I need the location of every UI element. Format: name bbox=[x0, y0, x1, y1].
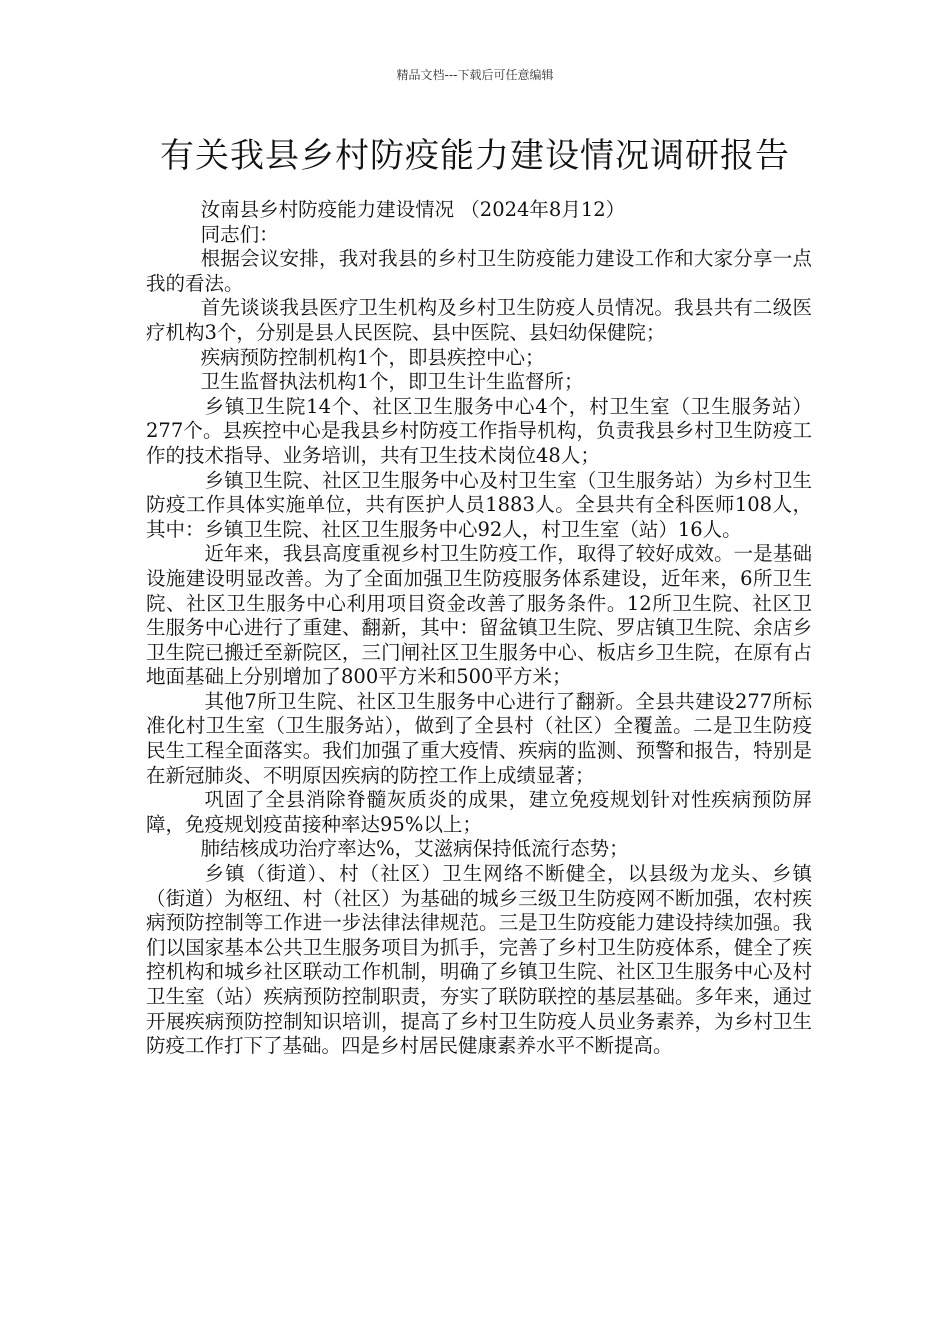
paragraph: 乡镇（街道）、村（社区）卫生网络不断健全，以县级为龙头、乡镇（街道）为枢纽、村（社区）为基础的城乡三级卫生防疫网不断加强，农村疾病预防控制等工作进一步法律法律规范。三是卫生防疫能力建设持续加强。我们以国家基本公共卫生服务项目为抓手，完善了乡村卫生防疫体系，健全了疾控机构和城乡社区联动工作机制，明确了乡镇卫生院、社区卫生服务中心及村卫生室（站）疾病预防控制职责，夯实了联防联控的基层基础。多年来，通过开展疾病预防控制知识培训，提高了乡村卫生防疫人员业务素养，为乡村卫生防疫工作打下了基础。四是乡村居民健康素养水平不断提高。 bbox=[146, 862, 812, 1058]
paragraph: 近年来，我县高度重视乡村卫生防疫工作，取得了较好成效。一是基础设施建设明显改善。为了全面加强卫生防疫服务体系建设，近年来，6所卫生院、社区卫生服务中心利用项目资金改善了服务条件。12所卫生院、社区卫生服务中心进行了重建、翻新，其中：留盆镇卫生院、罗店镇卫生院、余店乡卫生院已搬迁至新院区，三门闸社区卫生服务中心、板店乡卫生院，在原有占地面基础上分别增加了800平方米和500平方米； bbox=[146, 542, 812, 689]
paragraph: 巩固了全县消除脊髓灰质炎的成果，建立免疫规划针对性疾病预防屏障，免疫规划疫苗接种率达95%以上； bbox=[146, 788, 812, 836]
paragraph: 卫生监督执法机构1个，即卫生计生监督所； bbox=[200, 370, 584, 394]
paragraph: 乡镇卫生院14个、社区卫生服务中心4个，村卫生室（卫生服务站）277个。县疾控中心是我县乡村防疫工作指导机构，负责我县乡村卫生防疫工作的技术指导、业务培训，共有卫生技术岗位48人； bbox=[146, 394, 812, 467]
paragraph: 其他7所卫生院、社区卫生服务中心进行了翻新。全县共建设277所标准化村卫生室（卫生服务站），做到了全县村（社区）全覆盖。二是卫生防疫民生工程全面落实。我们加强了重大疫情、疾病的监测、预警和报告，特别是在新冠肺炎、不明原因疾病的防控工作上成绩显著； bbox=[146, 689, 812, 787]
document-title: 有关我县乡村防疫能力建设情况调研报告 bbox=[160, 136, 790, 176]
page-header-note: 精品文档---下载后可任意编辑 bbox=[396, 68, 554, 82]
document-body bbox=[146, 198, 812, 1059]
paragraph: 肺结核成功治疗率达%，艾滋病保持低流行态势； bbox=[200, 837, 629, 861]
paragraph: 乡镇卫生院、社区卫生服务中心及村卫生室（卫生服务站）为乡村卫生防疫工作具体实施单位，共有医护人员1883人。全县共有全科医师108人，其中：乡镇卫生院、社区卫生服务中心92人，村卫生室（站）16人。 bbox=[146, 468, 812, 541]
paragraph: 疾病预防控制机构1个，即县疾控中心； bbox=[200, 345, 545, 369]
paragraph-subtitle: 汝南县乡村防疫能力建设情况 （2024年8月12） bbox=[200, 198, 626, 221]
paragraph-salutation: 同志们： bbox=[200, 222, 279, 246]
paragraph: 根据会议安排，我对我县的乡村卫生防疫能力建设工作和大家分享一点我的看法。 bbox=[146, 247, 812, 295]
paragraph: 首先谈谈我县医疗卫生机构及乡村卫生防疫人员情况。我县共有二级医疗机构3个，分别是县人民医院、县中医院、县妇幼保健院； bbox=[146, 296, 812, 344]
